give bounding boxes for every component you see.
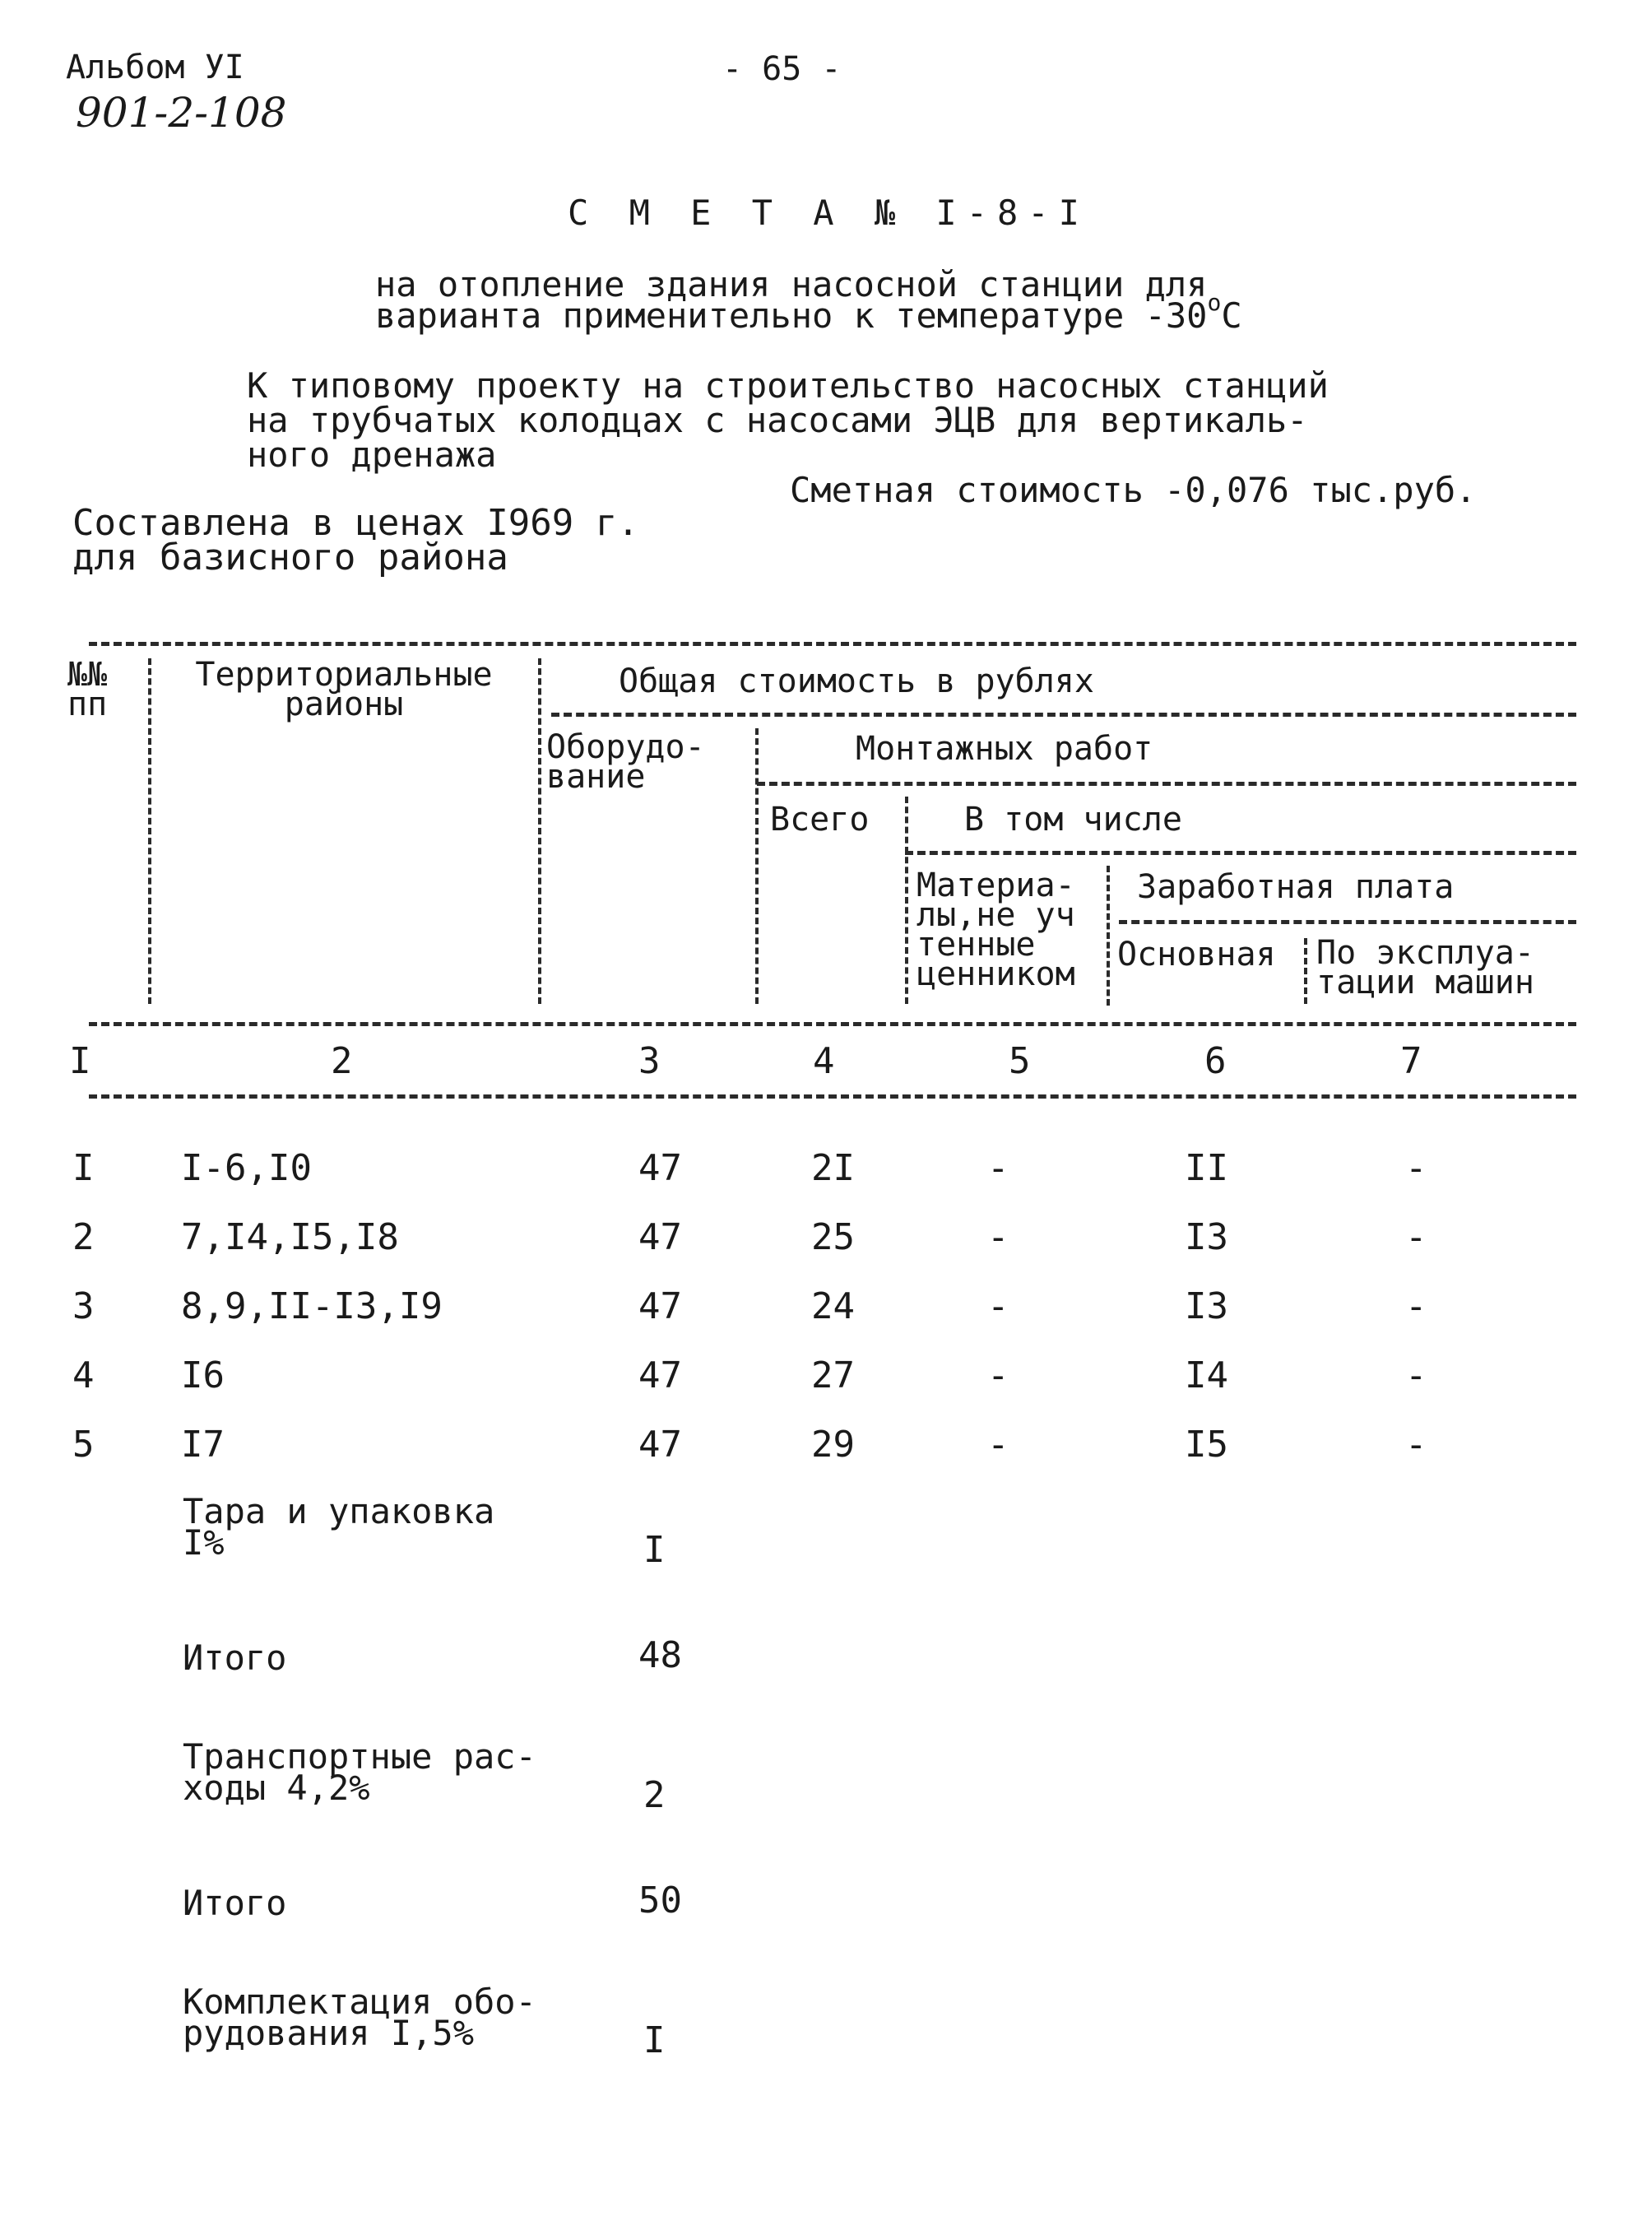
- row-equipment: 47: [638, 1285, 682, 1327]
- col-number-rule: [89, 1094, 1576, 1099]
- totals-value: 2: [643, 1774, 666, 1816]
- vline-1: [148, 658, 151, 1004]
- vline-2: [538, 658, 541, 1004]
- row-equipment: 47: [638, 1354, 682, 1396]
- col-number-5: 5: [1009, 1040, 1031, 1082]
- handwritten-code: 901-2-108: [76, 89, 287, 137]
- header-basic: Основная: [1117, 936, 1276, 973]
- totals-value: I: [643, 2019, 666, 2061]
- row-region: I6: [181, 1354, 225, 1396]
- row-region: 8,9,II-I3,I9: [181, 1285, 443, 1327]
- composed-line-2: для базисного района: [72, 537, 508, 578]
- header-materials: Материа- лы,не уч тенные ценником: [916, 867, 1075, 993]
- row-number: 3: [72, 1285, 95, 1327]
- header-wage: Заработная плата: [1137, 868, 1455, 906]
- row-wage-basic: I3: [1185, 1285, 1228, 1327]
- row-install-total: 27: [811, 1354, 855, 1396]
- totals-label: Итого: [183, 1883, 287, 1923]
- header-regions: Территориальные районы: [195, 656, 493, 723]
- row-install-total: 25: [811, 1216, 855, 1258]
- row-machines: -: [1405, 1147, 1427, 1189]
- totals-value: 48: [638, 1634, 682, 1676]
- table-top-rule: [89, 642, 1576, 646]
- row-materials: -: [987, 1354, 1009, 1396]
- totals-label: Тара и упаковка I%: [183, 1491, 495, 1563]
- totals-value: 50: [638, 1880, 682, 1921]
- row-number: 2: [72, 1216, 95, 1258]
- row-equipment: 47: [638, 1216, 682, 1258]
- rule-under-total-cost: [551, 713, 1576, 717]
- row-number: 4: [72, 1354, 95, 1396]
- row-install-total: 24: [811, 1285, 855, 1327]
- header-install: Монтажных работ: [856, 730, 1153, 768]
- row-equipment: 47: [638, 1424, 682, 1466]
- title-line-1: на отопление здания насосной станции для: [375, 264, 1208, 304]
- rule-under-incl: [905, 851, 1576, 855]
- header-bottom-rule: [89, 1022, 1576, 1026]
- row-wage-basic: I3: [1185, 1216, 1228, 1258]
- header-equipment: Оборудо- вание: [546, 728, 705, 796]
- row-machines: -: [1405, 1216, 1427, 1258]
- row-materials: -: [987, 1424, 1009, 1466]
- row-wage-basic: I4: [1185, 1354, 1228, 1396]
- composed-line-1: Составлена в ценах I969 г.: [72, 502, 639, 544]
- row-machines: -: [1405, 1285, 1427, 1327]
- row-materials: -: [987, 1216, 1009, 1258]
- col-number-4: 4: [813, 1040, 835, 1082]
- totals-label: Транспортные рас- ходы 4,2%: [183, 1736, 536, 1808]
- totals-value: I: [643, 1529, 666, 1571]
- row-machines: -: [1405, 1354, 1427, 1396]
- row-region: I-6,I0: [181, 1147, 312, 1189]
- document-title: С М Е Т А № I-8-I: [568, 193, 1089, 233]
- row-machines: -: [1405, 1424, 1427, 1466]
- totals-label: Комплектация обо- рудования I,5%: [183, 1982, 536, 2053]
- header-machines: По эксплуа- тации машин: [1316, 934, 1534, 1001]
- col-number-1: I: [69, 1040, 91, 1082]
- row-install-total: 29: [811, 1424, 855, 1466]
- vline-6: [1304, 938, 1307, 1004]
- row-materials: -: [987, 1285, 1009, 1327]
- col-number-2: 2: [331, 1040, 353, 1082]
- row-wage-basic: II: [1185, 1147, 1228, 1189]
- header-total-cost: Общая стоимость в рублях: [619, 662, 1094, 700]
- row-materials: -: [987, 1147, 1009, 1189]
- row-number: 5: [72, 1424, 95, 1466]
- header-all: Всего: [770, 801, 870, 839]
- header-incl: В том числе: [964, 801, 1182, 839]
- vline-4: [905, 797, 908, 1004]
- album-label: Альбом УI: [66, 49, 244, 86]
- project-line-3: ного дренажа: [247, 434, 497, 475]
- rule-under-wage: [1119, 920, 1576, 924]
- row-region: I7: [181, 1424, 225, 1466]
- project-line-2: на трубчатых колодцах с насосами ЭЦВ для вертикаль-: [247, 400, 1308, 440]
- vline-3: [755, 728, 759, 1004]
- col-number-6: 6: [1204, 1040, 1227, 1082]
- col-number-7: 7: [1400, 1040, 1422, 1082]
- row-equipment: 47: [638, 1147, 682, 1189]
- row-install-total: 2I: [811, 1147, 855, 1189]
- row-region: 7,I4,I5,I8: [181, 1216, 399, 1258]
- header-num: №№ пп: [67, 656, 108, 723]
- estimated-cost: Сметная стоимость -0,076 тыс.руб.: [790, 470, 1477, 510]
- totals-label: Итого: [183, 1638, 287, 1678]
- rule-under-install: [757, 782, 1576, 786]
- project-line-1: К типовому проекту на строительство насосных станций: [247, 365, 1329, 406]
- col-number-3: 3: [638, 1040, 661, 1082]
- page-number: - 65 -: [722, 50, 842, 88]
- row-wage-basic: I5: [1185, 1424, 1228, 1466]
- row-number: I: [72, 1147, 95, 1189]
- title-line-2: варианта применительно к температуре -30$^o$C: [375, 289, 1242, 336]
- vline-5: [1107, 866, 1110, 1006]
